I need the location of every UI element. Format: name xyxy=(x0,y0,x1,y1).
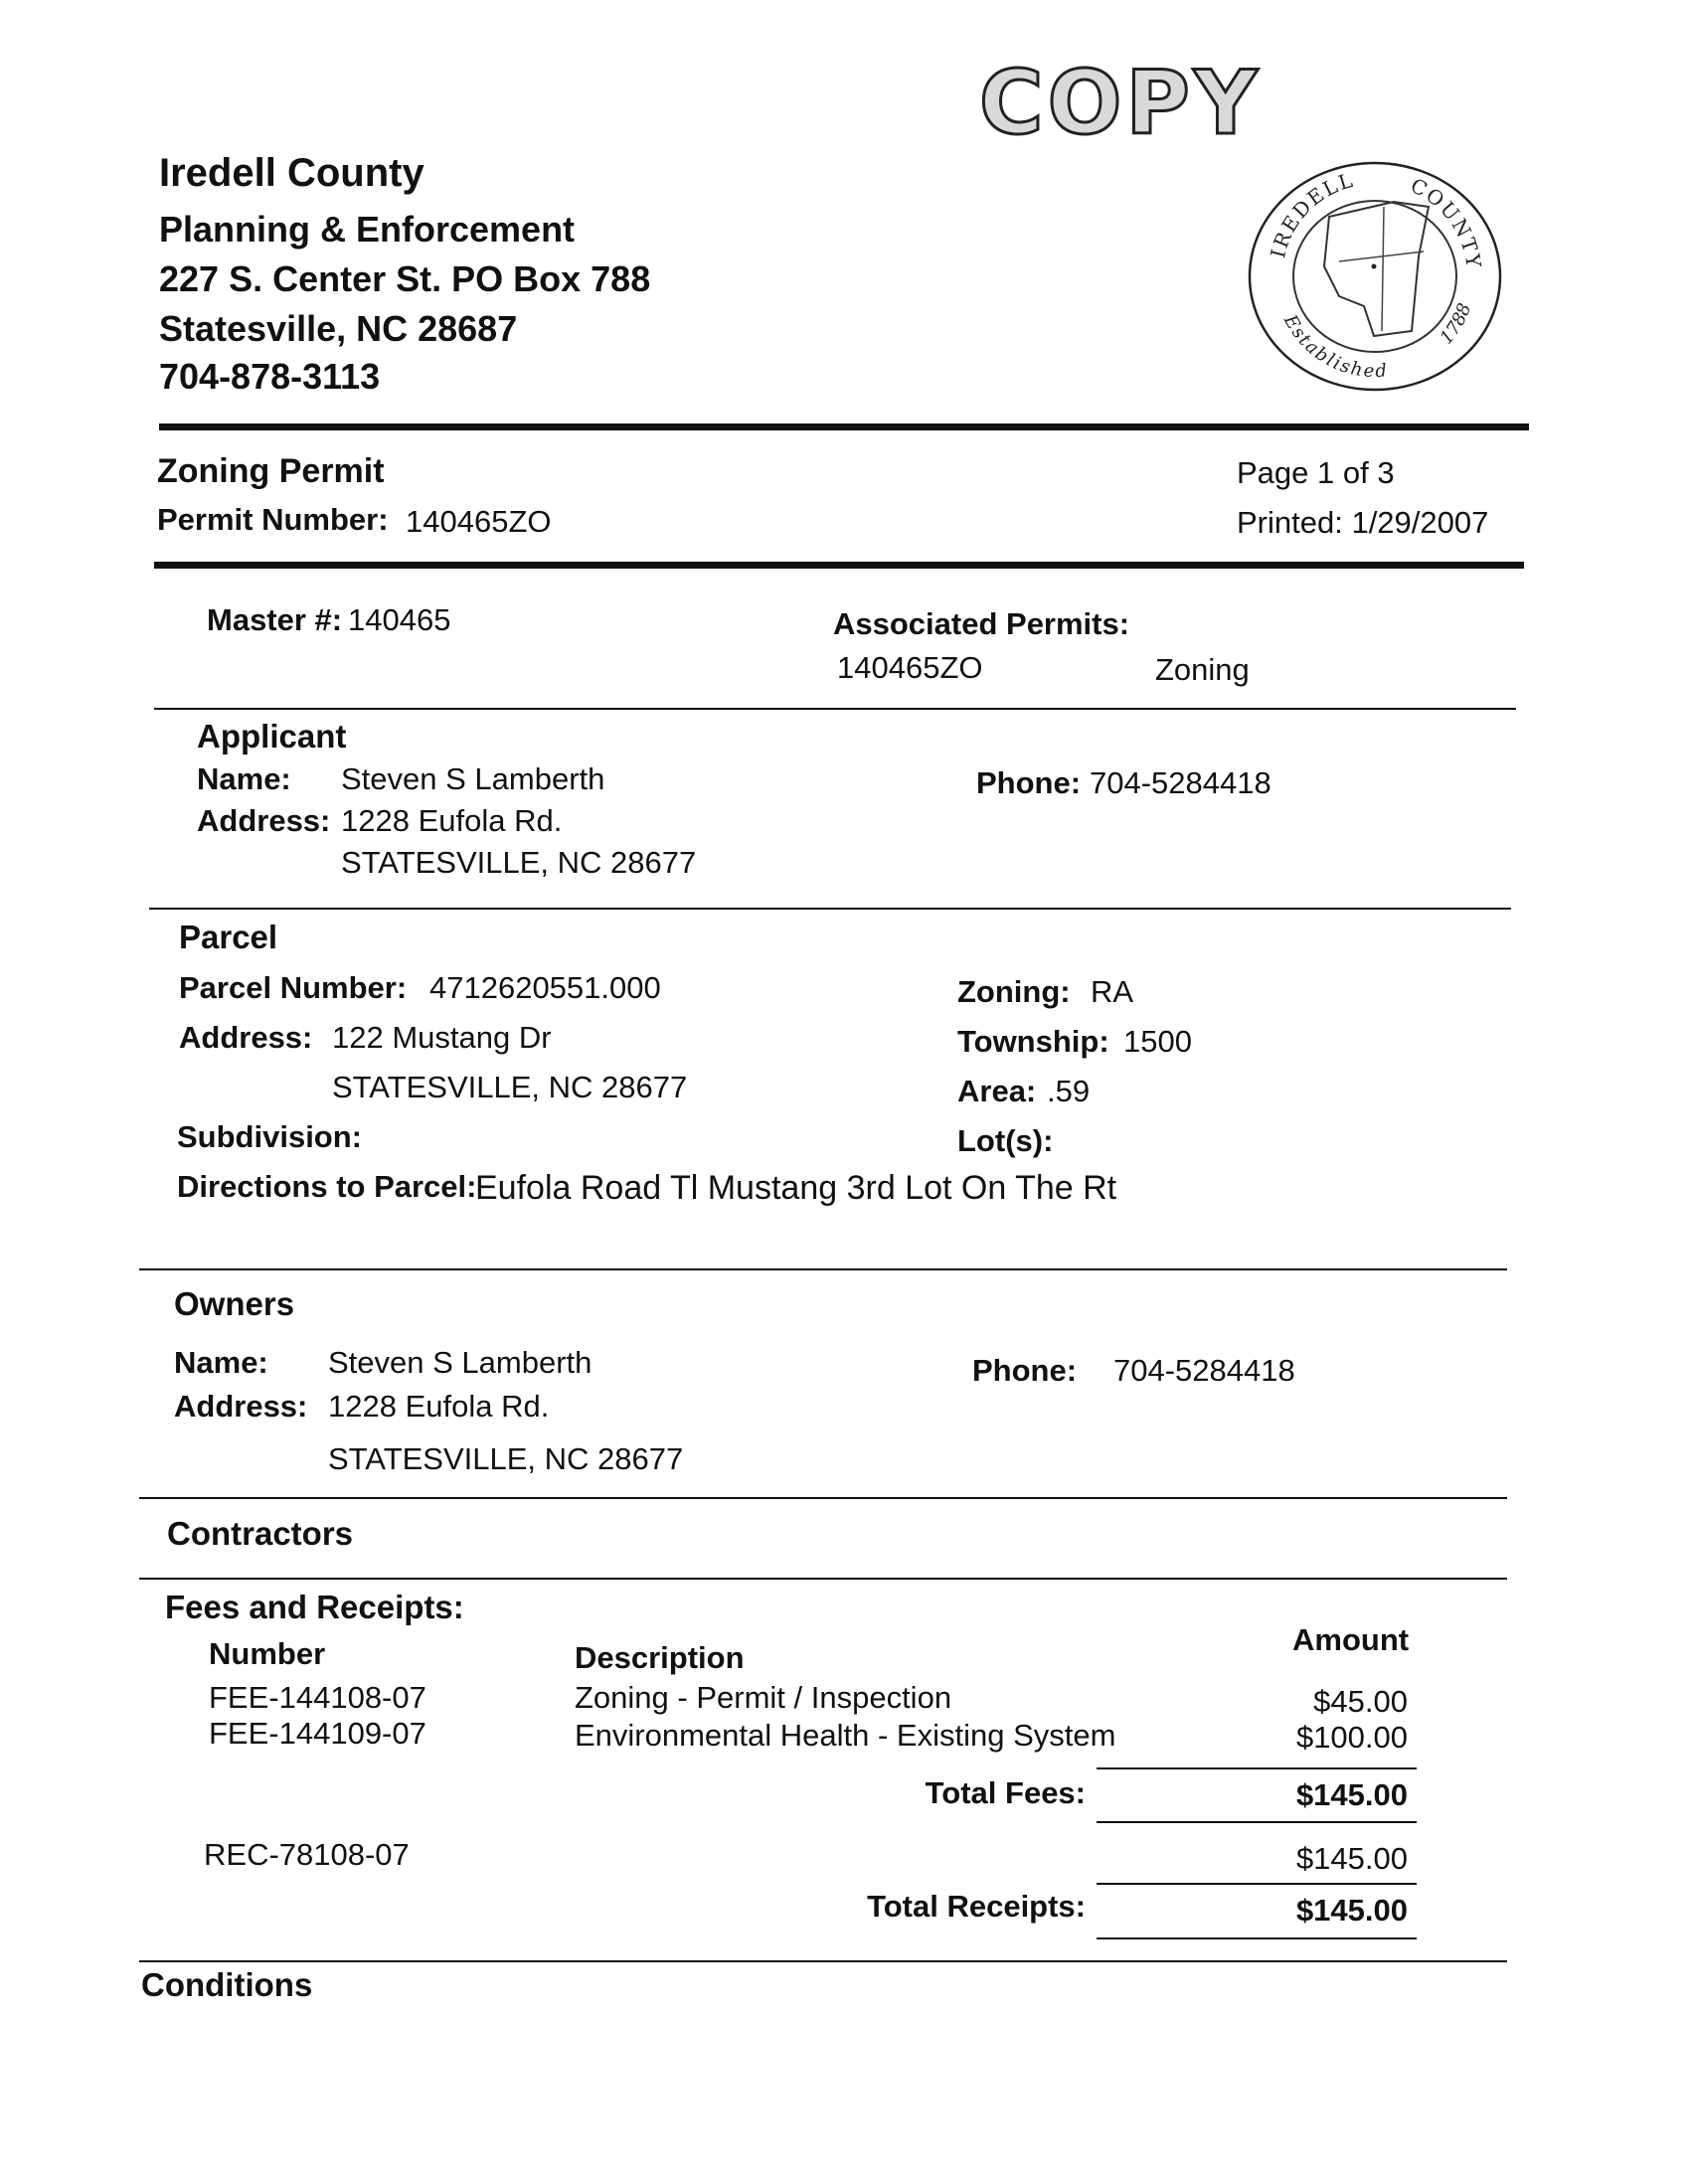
area-value: .59 xyxy=(1047,1074,1091,1108)
svg-text:1788 xyxy=(1437,300,1476,348)
area-label: Area: xyxy=(957,1074,1037,1108)
section-divider xyxy=(154,708,1516,710)
fees-col-description: Description xyxy=(575,1640,745,1675)
total-fees-label: Total Fees: xyxy=(925,1775,1086,1810)
total-fees-value: $145.00 xyxy=(1295,1777,1408,1812)
permit-number-label: Permit Number: xyxy=(157,502,389,537)
fee-row-description: Zoning - Permit / Inspection xyxy=(575,1680,952,1715)
owner-address-line1: 1228 Eufola Rd. xyxy=(328,1389,550,1424)
directions-value: Eufola Road Tl Mustang 3rd Lot On The Rt xyxy=(475,1169,1117,1207)
fee-row-number: FEE-144109-07 xyxy=(209,1716,426,1751)
fee-row-amount: $100.00 xyxy=(1295,1720,1408,1755)
contractors-heading: Contractors xyxy=(167,1515,354,1552)
parcel-heading: Parcel xyxy=(179,919,278,955)
applicant-address-line2: STATESVILLE, NC 28677 xyxy=(341,845,697,880)
fee-row-description: Environmental Health - Existing System xyxy=(575,1718,1116,1753)
fees-col-number: Number xyxy=(209,1636,326,1671)
agency-name: Iredell County xyxy=(159,151,424,195)
seal-year: 1788 xyxy=(1436,300,1476,349)
total-receipts-top-rule xyxy=(1097,1883,1417,1885)
associated-permits-label: Associated Permits: xyxy=(833,606,1130,641)
seal-bottom-text: Established xyxy=(1278,311,1390,383)
parcel-number: 4712620551.000 xyxy=(429,970,661,1005)
section-divider xyxy=(139,1268,1507,1270)
seal-right-text: COUNTY xyxy=(1407,173,1486,271)
receipt-number: REC-78108-07 xyxy=(204,1837,410,1872)
section-divider xyxy=(139,1578,1507,1580)
owner-phone: 704-5284418 xyxy=(1113,1353,1295,1388)
subdivision-label: Subdivision: xyxy=(177,1119,362,1154)
township-label: Township: xyxy=(957,1024,1109,1059)
owner-phone-label: Phone: xyxy=(972,1353,1078,1388)
svg-text:Established xyxy=(1278,310,1389,382)
page-indicator: Page 1 of 3 xyxy=(1237,455,1395,490)
applicant-address-label: Address: xyxy=(197,803,331,838)
associated-permit-type: Zoning xyxy=(1155,652,1250,687)
receipt-amount: $145.00 xyxy=(1295,1841,1408,1876)
total-fees-bottom-rule xyxy=(1097,1821,1417,1823)
township-value: 1500 xyxy=(1123,1024,1192,1059)
total-fees-top-rule xyxy=(1097,1767,1417,1769)
agency-street: 227 S. Center St. PO Box 788 xyxy=(159,258,651,299)
fee-row-number: FEE-144108-07 xyxy=(209,1680,426,1715)
parcel-address-label: Address: xyxy=(179,1020,313,1055)
seal-top-text: IREDELL xyxy=(1266,167,1358,260)
agency-department: Planning & Enforcement xyxy=(159,209,576,250)
permit-rule xyxy=(154,562,1524,569)
applicant-name: Steven S Lamberth xyxy=(341,761,605,796)
associated-permit-number: 140465ZO xyxy=(837,650,983,685)
master-number: 140465 xyxy=(348,602,451,637)
applicant-heading: Applicant xyxy=(197,718,347,755)
owners-heading: Owners xyxy=(174,1285,295,1322)
owner-name-label: Name: xyxy=(174,1345,268,1380)
parcel-address-line1: 122 Mustang Dr xyxy=(332,1020,552,1055)
agency-city: Statesville, NC 28687 xyxy=(159,308,518,349)
directions-label: Directions to Parcel: xyxy=(177,1169,477,1204)
section-divider xyxy=(139,1960,1507,1962)
fees-heading: Fees and Receipts: xyxy=(165,1589,464,1625)
section-divider xyxy=(149,908,1511,910)
zoning-label: Zoning: xyxy=(957,974,1071,1009)
section-divider xyxy=(139,1497,1507,1499)
parcel-address-line2: STATESVILLE, NC 28677 xyxy=(332,1070,688,1104)
copy-stamp: COPY xyxy=(979,52,1262,154)
parcel-number-label: Parcel Number: xyxy=(179,970,408,1005)
header-rule xyxy=(159,423,1529,430)
total-receipts-value: $145.00 xyxy=(1295,1893,1408,1928)
owner-address-line2: STATESVILLE, NC 28677 xyxy=(328,1441,684,1476)
total-receipts-bottom-rule xyxy=(1097,1937,1417,1939)
printed-date: Printed: 1/29/2007 xyxy=(1237,505,1489,540)
owner-address-label: Address: xyxy=(174,1389,308,1424)
applicant-address-line1: 1228 Eufola Rd. xyxy=(341,803,563,838)
master-label: Master #: xyxy=(207,602,343,637)
lots-label: Lot(s): xyxy=(957,1123,1054,1158)
zoning-value: RA xyxy=(1091,974,1134,1009)
permit-title: Zoning Permit xyxy=(157,452,385,490)
county-seal xyxy=(1245,157,1505,396)
owner-name: Steven S Lamberth xyxy=(328,1345,593,1380)
conditions-heading: Conditions xyxy=(141,1966,313,2003)
fee-row-amount: $45.00 xyxy=(1313,1684,1408,1719)
permit-number: 140465ZO xyxy=(406,504,552,539)
applicant-phone-label: Phone: xyxy=(976,765,1082,800)
applicant-name-label: Name: xyxy=(197,761,291,796)
fees-col-amount: Amount xyxy=(1292,1622,1410,1657)
agency-phone: 704-878-3113 xyxy=(159,356,381,397)
applicant-phone: 704-5284418 xyxy=(1090,765,1271,800)
total-receipts-label: Total Receipts: xyxy=(867,1889,1086,1924)
